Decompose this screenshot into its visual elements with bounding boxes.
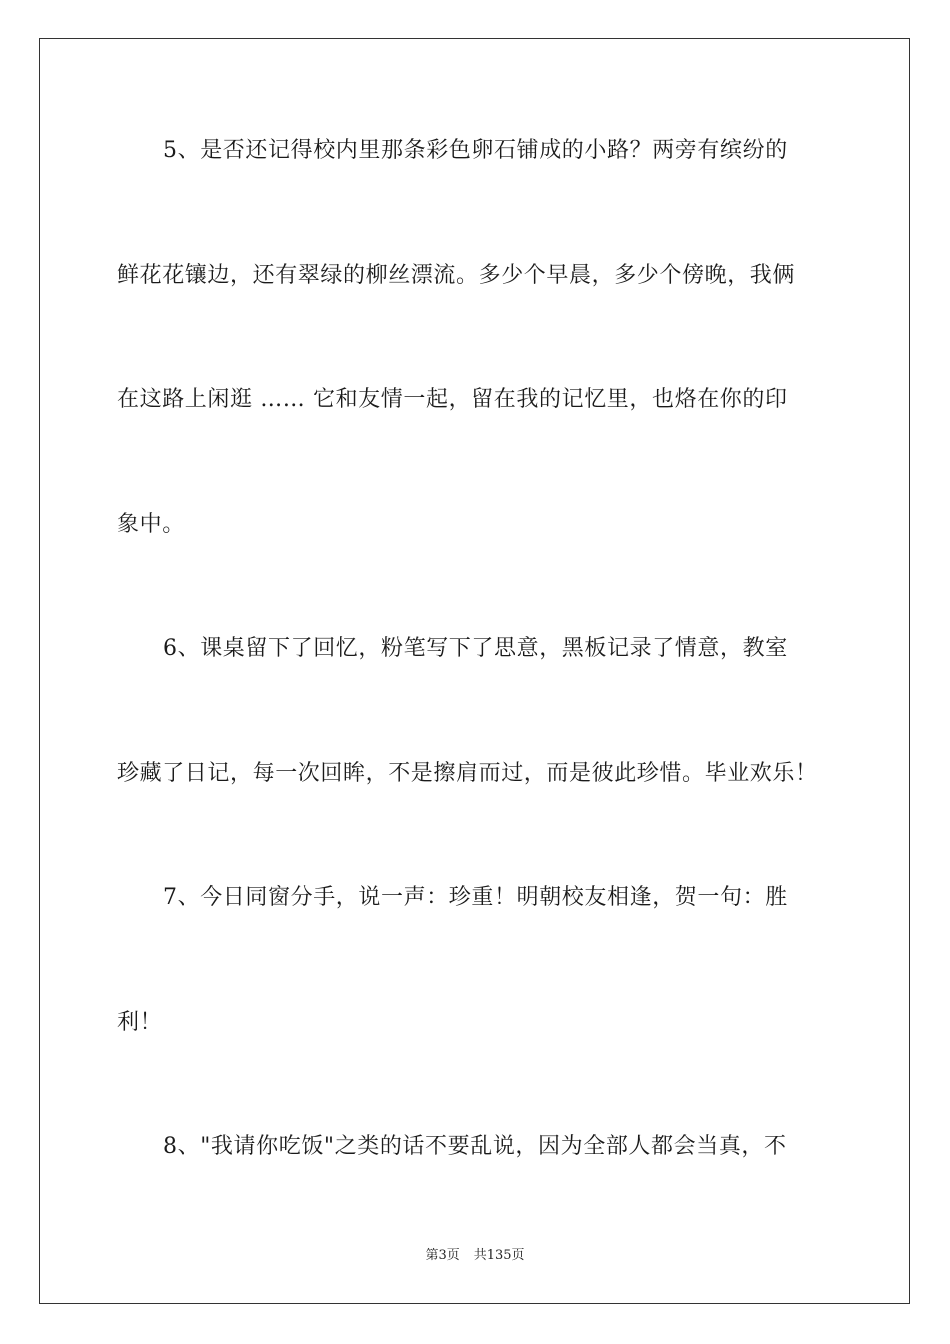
paragraph-7-line-1: 7、今日同窗分手，说一声：珍重！明朝校友相逢，贺一句：胜	[163, 885, 788, 910]
page-total: 共135页	[473, 1248, 525, 1263]
paragraph-8-line-1: 8、"我请你吃饭"之类的话不要乱说，因为全部人都会当真，不	[163, 1134, 787, 1159]
paragraph-5-line-3: 在这路上闲逛 …… 它和友情一起，留在我的记忆里，也烙在你的印	[117, 387, 788, 412]
paragraph-5-line-2: 鲜花花镶边，还有翠绿的柳丝漂流。多少个早晨，多少个傍晚，我俩	[117, 263, 796, 288]
paragraph-6-line-2: 珍藏了日记，每一次回眸，不是擦肩而过，而是彼此珍惜。毕业欢乐！	[117, 761, 818, 786]
paragraph-6-line-1: 6、课桌留下了回忆，粉笔写下了思意，黑板记录了情意，教室	[163, 636, 788, 661]
page-number: 第3页	[425, 1248, 460, 1263]
paragraph-7-line-2: 利！	[117, 1010, 163, 1035]
paragraph-5-line-4: 象中。	[117, 512, 185, 537]
paragraph-5-line-1: 5、是否还记得校内里那条彩色卵石铺成的小路？两旁有缤纷的	[163, 138, 788, 163]
page-footer	[0, 1247, 950, 1265]
page-border	[39, 38, 910, 1304]
